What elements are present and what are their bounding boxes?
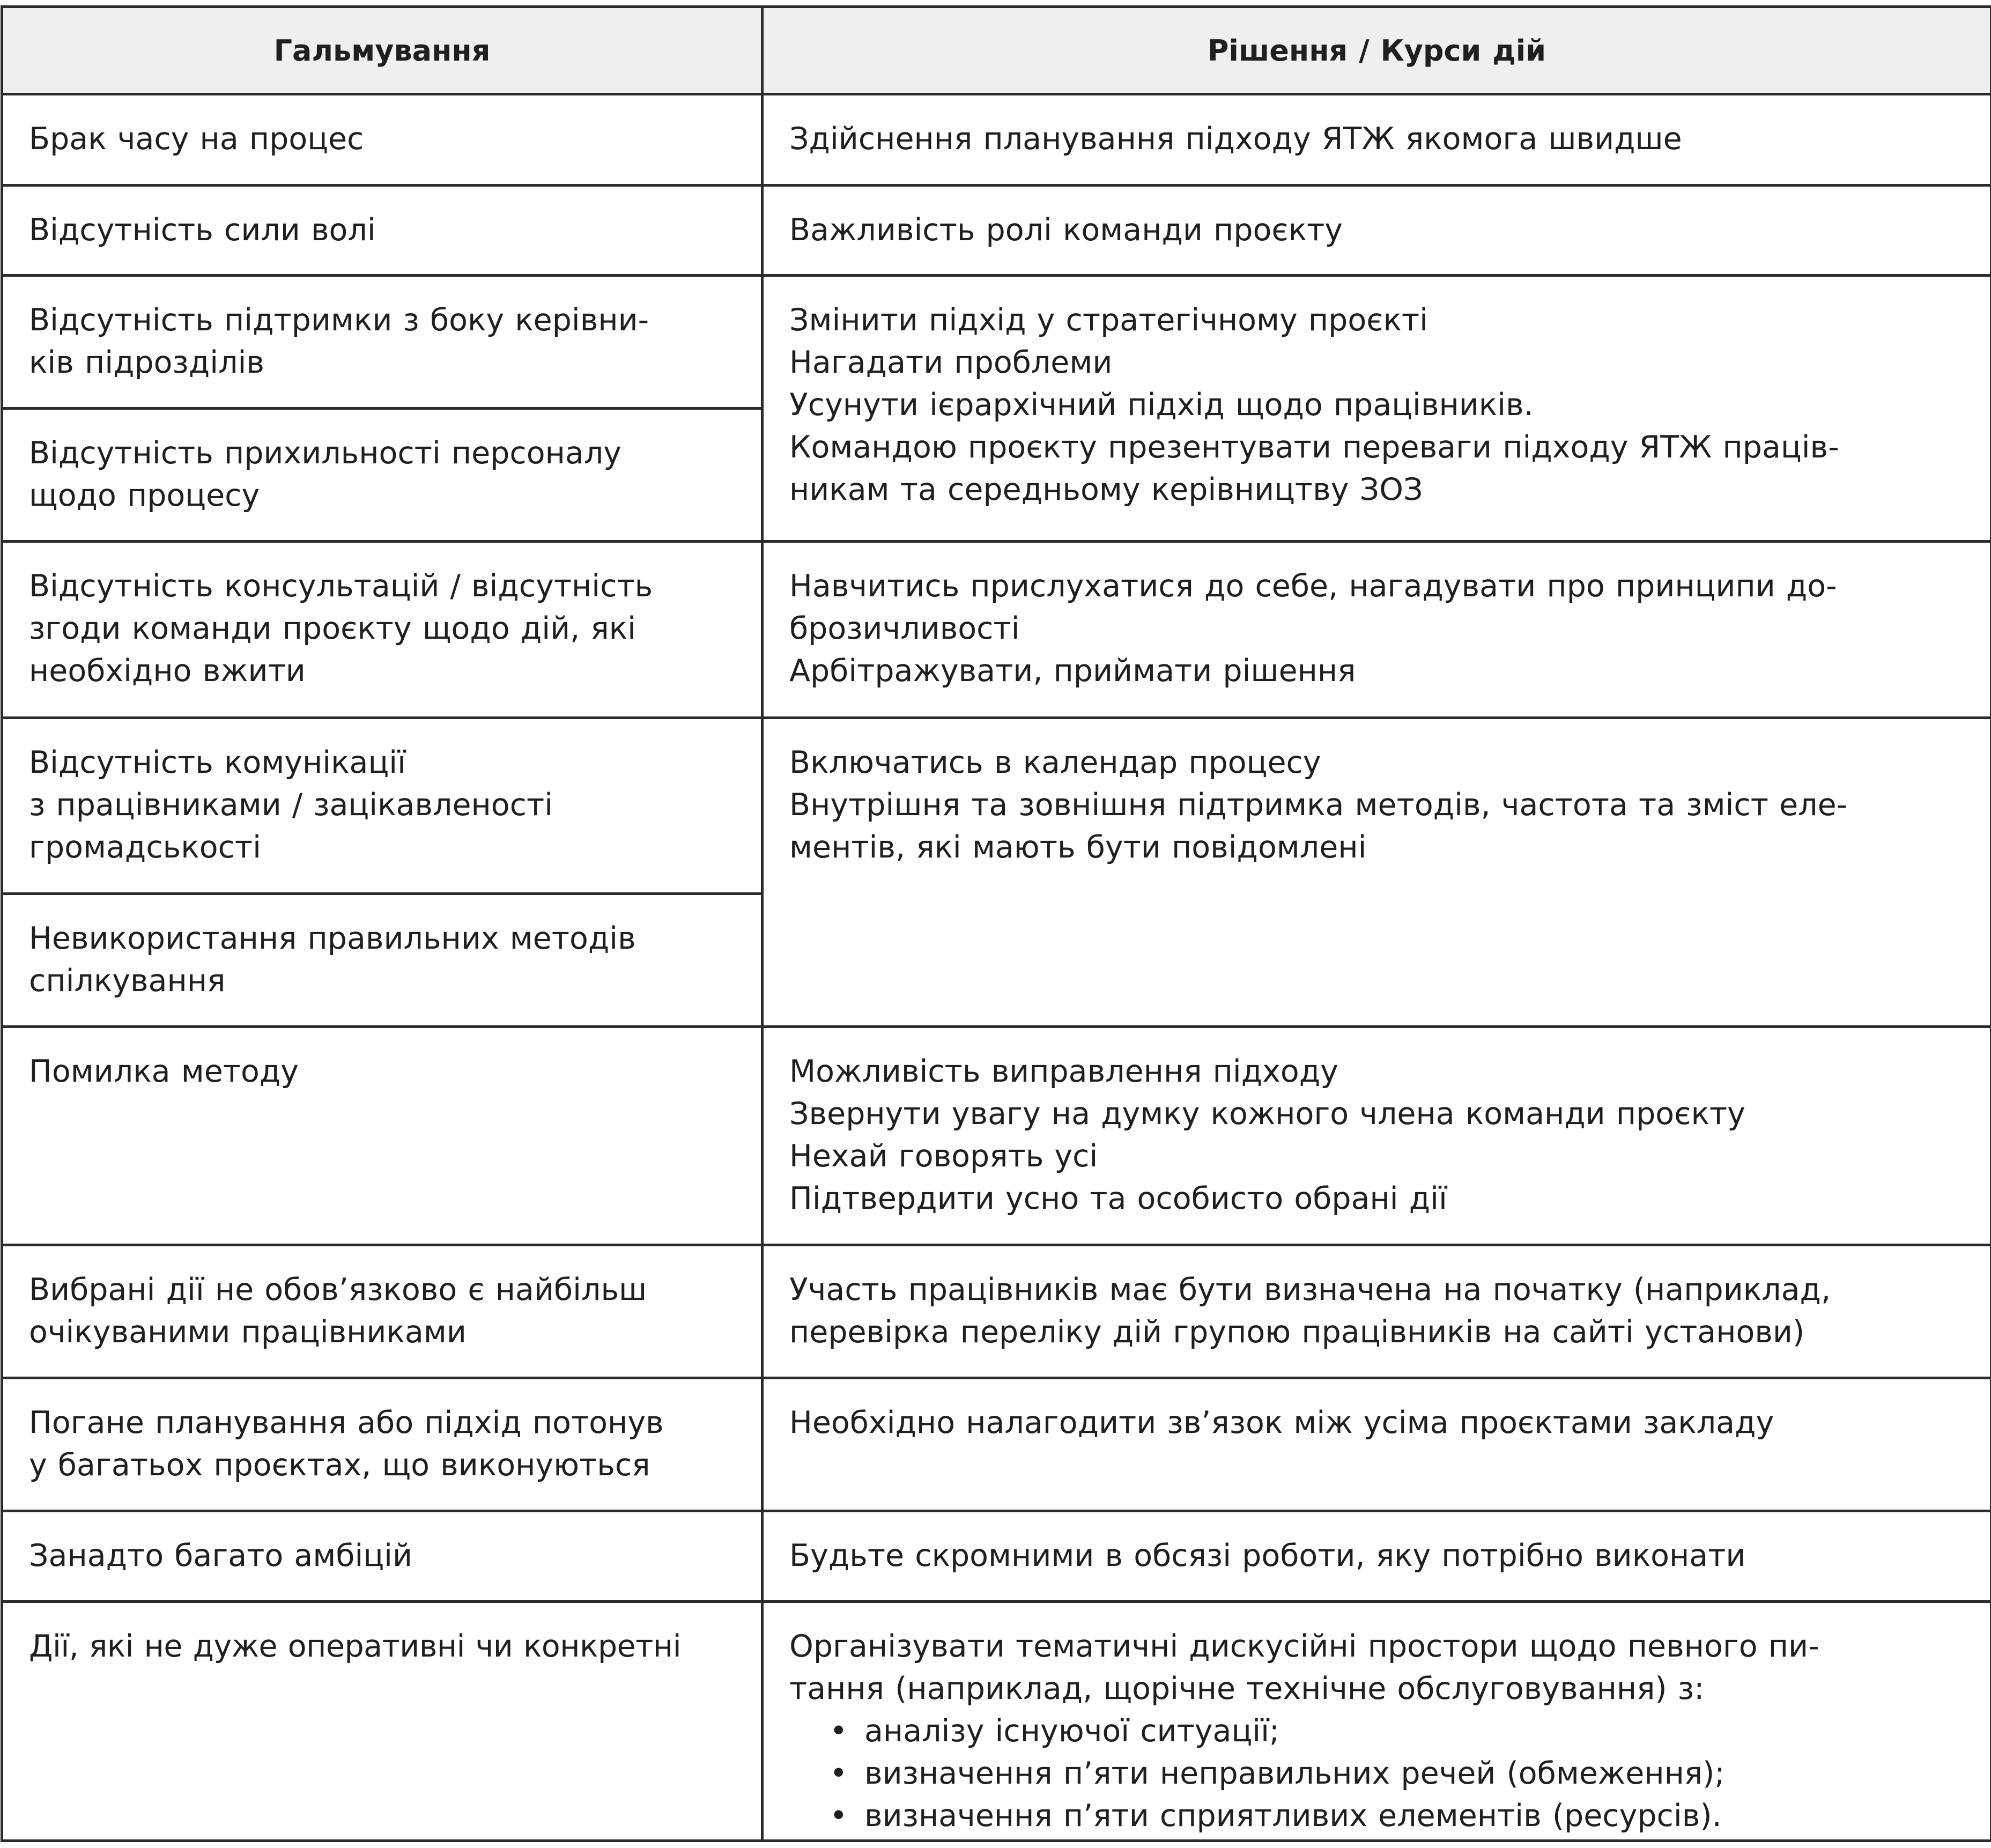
header-solution: Рішення / Курси дій — [763, 7, 1991, 94]
obstacle-cell — [2, 1601, 763, 1840]
obstacle-cell — [2, 276, 763, 409]
table-row — [2, 1245, 1991, 1378]
solution-cell — [763, 1245, 1991, 1378]
table-row — [2, 1601, 1991, 1840]
table-row — [2, 1511, 1991, 1602]
cell-line: Змінити підхід у стратегічному проєкті — [789, 302, 1428, 338]
solution-cell — [763, 1027, 1991, 1245]
table-row — [2, 1027, 1991, 1245]
cell-line: Відсутність консультацій / відсутність — [29, 568, 653, 604]
header-row — [2, 7, 1991, 94]
cell-line: з працівниками / зацікавленості — [29, 787, 553, 823]
cell-line: щодо процесу — [29, 478, 260, 514]
cell-line: Здійснення планування підходу ЯТЖ якомога швидше — [789, 121, 1682, 157]
obstacle-cell — [2, 1245, 763, 1378]
table-row — [2, 185, 1991, 276]
cell-line: Командою проєкту презентувати переваги підходу ЯТЖ праців- — [789, 430, 1839, 465]
cell-line: Внутрішня та зовнішня підтримка методів, частота та зміст еле- — [789, 787, 1848, 823]
cell-line: брозичливості — [789, 611, 1020, 647]
cell-line: Дії, які не дуже оперативні чи конкретні — [29, 1628, 682, 1664]
bullet-item — [789, 1753, 1966, 1795]
cell-line: Занадто багато амбіцій — [29, 1538, 413, 1574]
cell-line: Будьте скромними в обсязі роботи, яку потрібно виконати — [789, 1538, 1746, 1574]
cell-line: Підтвердити усно та особисто обрані дії — [789, 1181, 1447, 1217]
cell-line: Нагадати проблеми — [789, 345, 1113, 380]
obstacle-cell — [2, 1378, 763, 1511]
solution-cell — [763, 94, 1991, 186]
table-row — [2, 94, 1991, 186]
cell-line: Усунути ієрархічний підхід щодо працівників. — [789, 387, 1534, 423]
table-row — [2, 542, 1991, 718]
bullet-item — [789, 1710, 1966, 1753]
solution-cell — [763, 276, 1991, 542]
bullet-text: аналізу існуючої ситуації; — [864, 1713, 1280, 1749]
cell-line: Арбітражувати, приймати рішення — [789, 653, 1356, 689]
bullet-text: визначення п’яти сприятливих елементів (ресурсів). — [864, 1798, 1722, 1834]
solution-cell — [763, 542, 1991, 718]
obstacle-cell — [2, 94, 763, 186]
solution-cell — [763, 185, 1991, 276]
cell-line: перевірка переліку дій групою працівників на сайті установи) — [789, 1314, 1805, 1350]
cell-line: згоди команди проєкту щодо дій, які — [29, 611, 636, 647]
cell-line: ків підрозділів — [29, 345, 264, 380]
cell-line: Звернути увагу на думку кожного члена команди проєкту — [789, 1096, 1745, 1132]
barriers-solutions-table — [1, 5, 1991, 1842]
cell-line: Необхідно налагодити зв’язок між усіма проєктами закладу — [789, 1405, 1774, 1441]
cell-line: Можливість виправлення підходу — [789, 1054, 1338, 1090]
obstacle-cell — [2, 542, 763, 718]
cell-line: спілкування — [29, 963, 226, 999]
solution-cell — [763, 1378, 1991, 1511]
bullet-icon: • — [830, 1755, 848, 1791]
cell-line: Організувати тематичні дискусійні простори щодо певного пи- — [789, 1628, 1819, 1664]
table-row — [2, 1378, 1991, 1511]
obstacle-cell — [2, 1511, 763, 1602]
cell-line: Брак часу на процес — [29, 121, 364, 157]
solution-cell — [763, 718, 1991, 1027]
bullet-item — [789, 1795, 1966, 1837]
cell-line: ментів, які мають бути повідомлені — [789, 830, 1367, 866]
obstacle-cell — [2, 409, 763, 542]
cell-line: Нехай говорять усі — [789, 1139, 1098, 1174]
cell-line: Невикористання правильних методів — [29, 921, 636, 957]
cell-line: никам та середньому керівництву ЗОЗ — [789, 472, 1423, 507]
cell-line: Відсутність прихильності персоналу — [29, 435, 622, 471]
table-row — [2, 718, 1991, 894]
cell-line: Відсутність підтримки з боку керівни- — [29, 302, 649, 338]
cell-line: у багатьох проєктах, що виконуються — [29, 1447, 650, 1483]
cell-line: Погане планування або підхід потонув — [29, 1405, 664, 1441]
cell-line: необхідно вжити — [29, 653, 306, 689]
bullet-icon: • — [830, 1713, 848, 1749]
table-row — [2, 276, 1991, 409]
solution-cell — [763, 1601, 1991, 1840]
cell-line: Важливість ролі команди проєкту — [789, 212, 1343, 248]
cell-line: Відсутність сили волі — [29, 212, 376, 248]
cell-line: Помилка методу — [29, 1054, 299, 1090]
bullet-text: визначення п’яти неправильних речей (обмеження); — [864, 1755, 1725, 1791]
cell-line: Включатись в календар процесу — [789, 745, 1321, 781]
solution-cell — [763, 1511, 1991, 1602]
header-obstacle: Гальмування — [2, 7, 763, 94]
cell-line: Відсутність комунікації — [29, 745, 406, 781]
cell-line: Навчитись прислухатися до себе, нагадувати про принципи до- — [789, 568, 1837, 604]
obstacle-cell — [2, 894, 763, 1027]
cell-line: громадськості — [29, 830, 261, 866]
cell-line: очікуваними працівниками — [29, 1314, 467, 1350]
cell-line: тання (наприклад, щорічне технічне обслуговування) з: — [789, 1670, 1705, 1706]
obstacle-cell — [2, 718, 763, 894]
cell-line: Участь працівників має бути визначена на початку (наприклад, — [789, 1272, 1831, 1308]
obstacle-cell — [2, 1027, 763, 1245]
obstacle-cell — [2, 185, 763, 276]
cell-line: Вибрані дії не обов’язково є найбільш — [29, 1272, 647, 1308]
bullet-icon: • — [830, 1798, 848, 1834]
